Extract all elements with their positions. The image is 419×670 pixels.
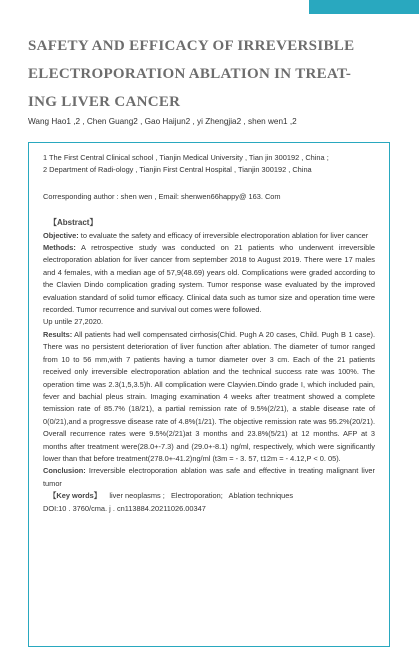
conclusion-label: Conclusion:	[43, 466, 86, 476]
results-text: All patients had well compensated cirrhosis(Chid. Pugh A 20 cases, Child. Pugh B 1 case). There was no persistent deterioration of liver function after ablation. The diameter of tumor ranged from 10 to 56 mm,with 7 patients having a tumor diameter over 3 cm. Each of the 21 patients received only irreversible electroporation ablation and the technical success rate was 100%. The operation time was 2.3(1,5,3.5)h. All complication were Clayvien.Dindo grade I, which included pain, fever and bachial pleus strain. Imaging examination 4 weeks after treatment showed a complete temission rate of 85.7% (18/21), a partial remission rate of 9.5%(2/21), a stable disease rate of 0(0/21),and a progressve disease rate of 4.8%(1/21). The objective remission rate was 95.2%(20/21). Overall recurrence rates were 9.5%(2/21)at 3 months and 23.8%(5/21) at 12 months. AFP at 3 months after treatment were(28.0+-7.3) and (29.0+-8.1) ng/ml, respectively, which were significantly lower than that before treatment(278.0+-41.2)ng/ml (t3m = - 3. 57, t12m = - 4.12,P < 0. 05).	[43, 329, 375, 463]
objective-section	[43, 230, 375, 242]
results-label: Results:	[43, 329, 73, 339]
keywords-label: 【Key words】	[49, 491, 102, 501]
conclusion-section	[43, 465, 375, 490]
doi: DOI:10 . 3760/cma. j . cn113884.20211026.00347	[43, 503, 206, 513]
title-line-2: ELECTROPORATION ABLATION IN TREAT-	[28, 66, 352, 82]
results-section	[43, 329, 375, 465]
header-accent-bar	[309, 0, 419, 14]
followup-text: Up untile 27,2020.	[43, 317, 103, 327]
methods-section	[43, 242, 375, 316]
objective-text: to evaluate the safety and efficacy of irreversible electroporation ablation for liver cancer	[78, 230, 369, 240]
title-line-3: ING LIVER CANCER	[28, 94, 181, 110]
keywords-section	[43, 490, 375, 502]
keywords-text: liver neoplasms ; Electroporation; Ablation techniques	[101, 491, 294, 501]
author-list: Wang Hao1 ,2 , Chen Guang2 , Gao Haijun2 , yi Zhengjia2 , shen wen1 ,2	[28, 117, 297, 126]
abstract-box	[28, 142, 390, 647]
title-line-1: SAFETY AND EFFICACY OF IRREVERSIBLE	[28, 38, 355, 54]
affiliation-2: 2 Department of Radi-ology , Tianjin First Central Hospital , Tianjin 300192 , China	[43, 165, 312, 175]
abstract-heading: 【Abstract】	[49, 218, 98, 228]
objective-label: Objective:	[43, 230, 79, 240]
conclusion-text: Irreversible electroporation ablation was safe and effective in treating malignant liver tumor	[43, 466, 375, 488]
affiliation-1: 1 The First Central Clinical school , Tianjin Medical University , Tian jin 300192 , China ;	[43, 153, 329, 162]
methods-label: Methods:	[43, 243, 76, 253]
paper-title	[28, 32, 396, 116]
methods-text: A retrospective study was conducted on 21 patients who underwent irreversible electroporation ablation for liver cancer from september 2018 to August 2019. There were 17 males and 4 females, with a median age of 57,9(48.69) years old. Complications were graded according to the Clavien Dindo complication grading system. Tumor response wase evaluated by the improved evaluation standard of solid tumor efficacy. Clinical data such as tumor size and operation time were recorded. Tumor recurrence and survival out comes were followed.	[43, 243, 375, 315]
corresponding-author: Corresponding author : shen wen , Email: shenwen66happy@ 163. Com	[43, 191, 281, 201]
